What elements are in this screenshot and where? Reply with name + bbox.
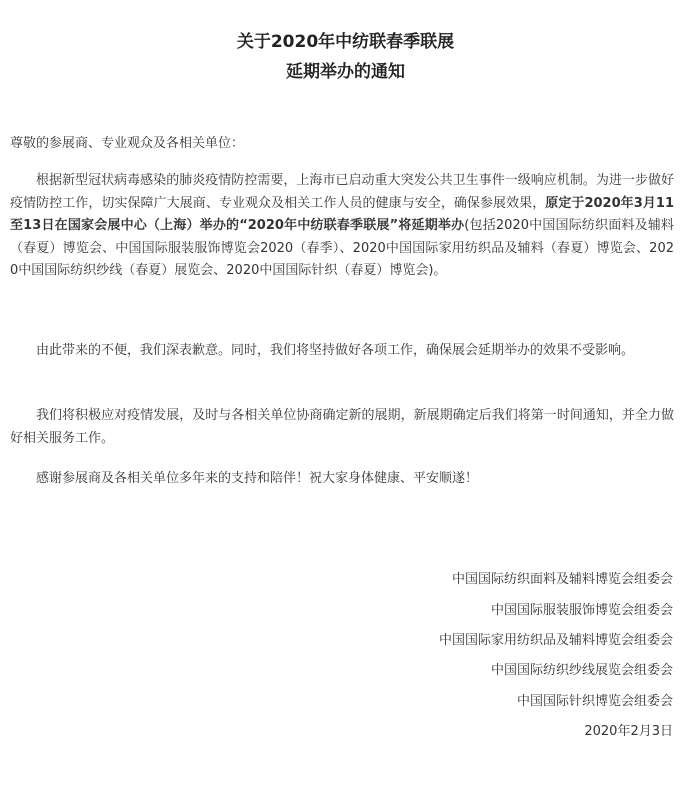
paragraph-postponement-highlight: 原定于2020年3月11至13日在国家会展中心（上海）举办的“2020年中纺联春季联展”将延期举办	[10, 195, 674, 233]
signature-yarn-committee: 中国国际纺织纱线展览会组委会	[490, 663, 673, 678]
paragraph-postponement-intro: 根据新型冠状病毒感染的肺炎疫情防控需要，上海市已启动重大突发公共卫生事件一级响应机制。为进一步做好疫情防控工作，切实保障广大展商、专业观众及相关工作人员的健康与安全，确保参展效果，	[10, 173, 674, 211]
paragraph-postponement	[10, 170, 674, 283]
signature-apparel-committee: 中国国际服装服饰博览会组委会	[490, 603, 673, 618]
paragraph-thanks: 感谢参展商及各相关单位多年来的支持和陪伴！祝大家身体健康、平安顺遂！	[36, 471, 479, 486]
paragraph-apology: 由此带来的不便，我们深表歉意。同时，我们将坚持做好各项工作，确保展会延期举办的效果不受影响。	[36, 343, 635, 358]
signature-knitting-committee: 中国国际针织博览会组委会	[516, 694, 673, 709]
signature-date: 2020年2月3日	[584, 724, 673, 739]
paragraph-new-schedule: 我们将积极应对疫情发展，及时与各相关单位协商确定新的展期，新展期确定后我们将第一时间通知，并全力做好相关服务工作。	[10, 408, 674, 446]
paragraph-postponement-exhibitions: (包括2020中国国际纺织面料及辅料（春夏）博览会、中国国际服装服饰博览会2020（春季）、2020中国国际家用纺织品及辅料（春夏）博览会、2020中国国际纺织纱线（春夏）展览会、2020中国国际针织（春夏）博览会)。	[10, 218, 674, 278]
notice-title-line-2: 延期举办的通知	[286, 62, 405, 82]
signature-fabrics-committee: 中国国际纺织面料及辅料博览会组委会	[451, 572, 673, 587]
signature-home-textiles-committee: 中国国际家用纺织品及辅料博览会组委会	[438, 633, 673, 648]
salutation: 尊敬的参展商、专业观众及各相关单位：	[10, 136, 245, 151]
notice-title-line-1: 关于2020年中纺联春季联展	[236, 32, 455, 52]
